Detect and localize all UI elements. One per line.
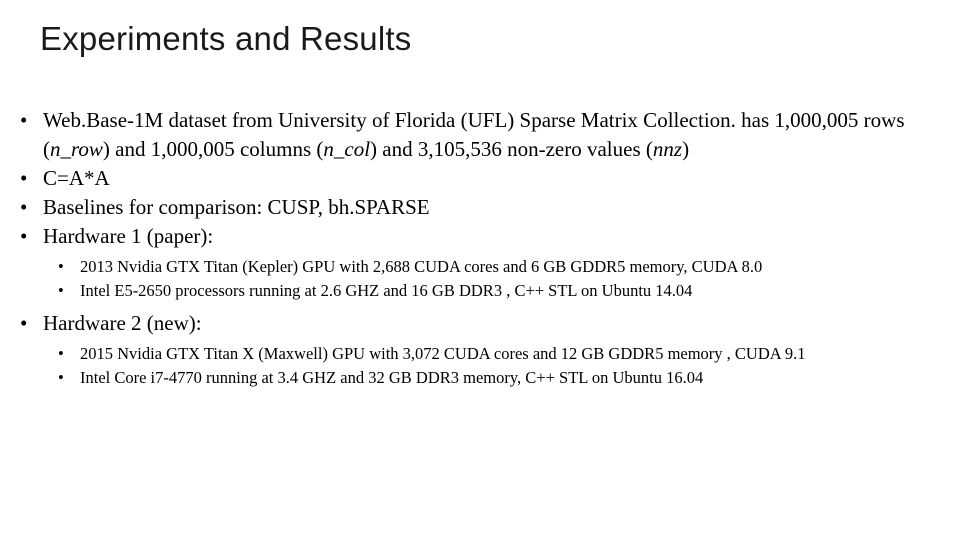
hardware-2-cpu-text: Intel Core i7-4770 running at 3.4 GHZ and 32 GB DDR3 memory, C++ STL on Ubuntu 16.04: [80, 368, 704, 387]
dataset-text-2: ) and 1,000,005 columns (: [102, 137, 324, 161]
dataset-text-3: ) and 3,105,536 non-zero values (: [370, 137, 653, 161]
hardware-2-cpu: [18, 366, 918, 390]
bullet-dot-icon: •: [58, 368, 64, 387]
bullet-hardware-2: [18, 309, 918, 338]
bullet-dot-icon: •: [58, 281, 64, 300]
bullet-hardware-1: [18, 222, 918, 251]
bullet-dot-icon: •: [20, 224, 28, 248]
slide-title: Experiments and Results: [40, 20, 412, 57]
dataset-text-1: Web.Base-1M dataset from University of Florida (UFL) Sparse Matrix Collection. has 1,000,005 rows (: [43, 108, 905, 161]
slide-body: [18, 106, 918, 390]
bullet-dot-icon: •: [20, 166, 28, 190]
hardware-2-gpu-text: 2015 Nvidia GTX Titan X (Maxwell) GPU with 3,072 CUDA cores and 12 GB GDDR5 memory , CUDA 9.1: [80, 344, 806, 363]
hardware-1-cpu: [18, 279, 918, 303]
hardware-2-label: Hardware 2 (new):: [43, 311, 202, 335]
hardware-1-gpu: [18, 255, 918, 279]
bullet-dot-icon: •: [20, 108, 28, 132]
bullet-baselines: [18, 193, 918, 222]
dataset-ncol: n_col: [323, 137, 371, 161]
bullet-dataset: [18, 106, 918, 164]
bullet-dot-icon: •: [58, 257, 64, 276]
bullet-dot-icon: •: [20, 311, 28, 335]
operation-text: C=A*A: [43, 166, 110, 190]
hardware-1-label: Hardware 1 (paper):: [43, 224, 214, 248]
dataset-nrow: n_row: [50, 137, 103, 161]
bullet-dot-icon: •: [58, 344, 64, 363]
bullet-operation: [18, 164, 918, 193]
bullet-dot-icon: •: [20, 195, 28, 219]
hardware-1-gpu-text: 2013 Nvidia GTX Titan (Kepler) GPU with 2,688 CUDA cores and 6 GB GDDR5 memory, CUDA 8.0: [80, 257, 763, 276]
dataset-text-4: ): [682, 137, 690, 161]
hardware-1-cpu-text: Intel E5-2650 processors running at 2.6 GHZ and 16 GB DDR3 , C++ STL on Ubuntu 14.04: [80, 281, 693, 300]
baselines-text: Baselines for comparison: CUSP, bh.SPARSE: [43, 195, 430, 219]
dataset-nnz: nnz: [652, 137, 683, 161]
hardware-2-gpu: [18, 342, 918, 366]
